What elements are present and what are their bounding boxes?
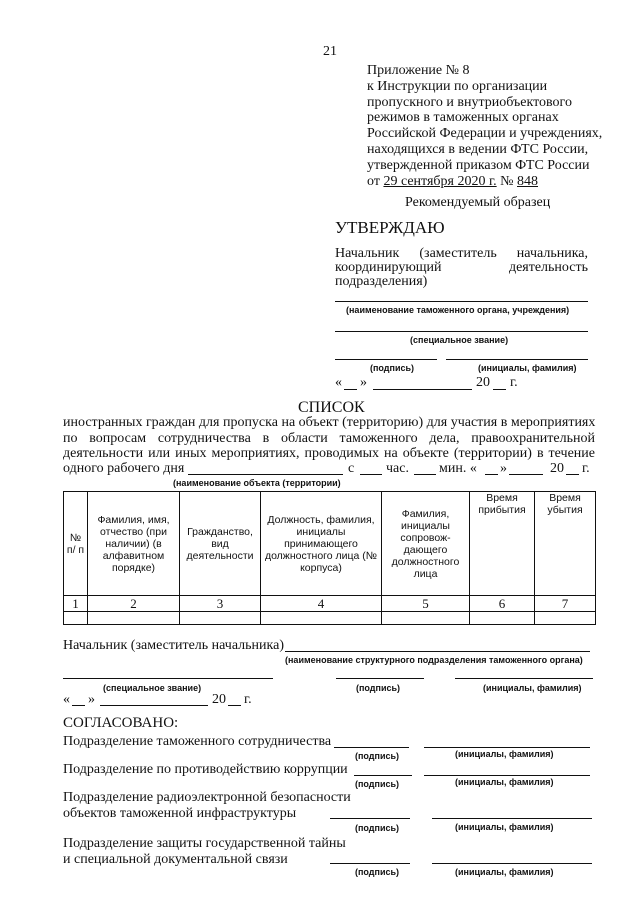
list-line4-from: с [348, 461, 355, 476]
col-number: 2 [88, 596, 180, 612]
visitors-table [63, 491, 596, 625]
approve-day-line[interactable] [344, 389, 357, 390]
col-header-number: № п/ п [64, 492, 88, 596]
agreed-unit-1: Подразделение таможенного сотрудничества [63, 734, 332, 749]
chief-label: Начальник (заместитель начальника) [63, 638, 284, 653]
list-line4-close: » [500, 461, 507, 476]
list-month-line[interactable] [509, 474, 543, 475]
org-name-line[interactable] [335, 301, 588, 302]
unit-3-signature-label: (подпись) [355, 823, 400, 833]
unit-1-signature-label: (подпись) [355, 751, 400, 761]
table-cell[interactable] [382, 612, 470, 625]
appendix-date-line [367, 174, 602, 190]
appendix-line: пропускного и внутриобъектового [367, 94, 572, 110]
list-description [63, 415, 595, 462]
object-name-line[interactable] [188, 474, 343, 475]
approve-name-line[interactable] [446, 359, 588, 360]
col-number: 7 [535, 596, 596, 612]
chief-name-line[interactable] [455, 678, 593, 679]
approve-line2-left: координирующий [335, 260, 442, 275]
appendix-block [367, 63, 602, 189]
unit-1-signature-line[interactable] [334, 747, 409, 748]
list-line4-year: 20 [550, 461, 564, 476]
approve-name-label: (инициалы, фамилия) [478, 363, 577, 373]
col-number: 4 [261, 596, 382, 612]
col-header-departure: Время убытия [535, 492, 596, 596]
chief-date-close: » [88, 692, 95, 707]
table-row [64, 612, 596, 625]
date-prefix: от [367, 173, 384, 189]
hour-line[interactable] [360, 474, 382, 475]
col-number: 6 [470, 596, 535, 612]
list-line4-start: одного рабочего дня [63, 461, 185, 476]
recommended-sample: Рекомендуемый образец [405, 195, 551, 210]
chief-month-line[interactable] [100, 705, 208, 706]
chief-dept-line[interactable] [285, 651, 590, 652]
approve-line3: подразделения) [335, 274, 428, 289]
agreed-title: СОГЛАСОВАНО: [63, 715, 179, 731]
chief-dept-label: (наименование структурного подразделения таможенного органа) [285, 655, 583, 665]
list-title: СПИСОК [298, 399, 365, 416]
table-number-row [64, 596, 596, 612]
unit-4-signature-line[interactable] [330, 863, 410, 864]
table-cell[interactable] [64, 612, 88, 625]
table-header-row [64, 492, 596, 596]
list-line4-min: мин. « [439, 461, 477, 476]
approve-year-line[interactable] [493, 389, 506, 390]
order-date: 29 сентября 2020 г. [383, 173, 497, 189]
order-number: 848 [517, 173, 538, 189]
chief-signature-label: (подпись) [356, 683, 401, 693]
rank-line[interactable] [335, 331, 588, 332]
approve-month-line[interactable] [373, 389, 472, 390]
agreed-unit-2: Подразделение по противодействию коррупции [63, 762, 348, 777]
col-number: 5 [382, 596, 470, 612]
object-label: (наименование объекта (территории) [173, 478, 341, 488]
agreed-unit-4-line1: Подразделение защиты государственной тайны [63, 836, 346, 851]
unit-3-name-label: (инициалы, фамилия) [455, 822, 554, 832]
unit-2-signature-line[interactable] [354, 775, 412, 776]
chief-day-line[interactable] [72, 705, 85, 706]
chief-year-line[interactable] [228, 705, 241, 706]
appendix-line: Российской Федерации и учреждениях, [367, 126, 603, 142]
unit-1-name-label: (инициалы, фамилия) [455, 749, 554, 759]
agreed-unit-3-line1: Подразделение радиоэлектронной безопасности [63, 790, 351, 805]
approve-title: УТВЕРЖДАЮ [335, 218, 445, 237]
chief-year: 20 [212, 692, 226, 707]
minute-line[interactable] [414, 474, 436, 475]
chief-signature-line[interactable] [336, 678, 424, 679]
list-line: деятельности или иных мероприятиях, проводимых на объекте (территории) в течение [63, 446, 595, 461]
unit-4-signature-label: (подпись) [355, 867, 400, 877]
col-header-host: Должность, фамилия, инициалы принимающего должностного лица (№ корпуса) [261, 492, 382, 596]
table-cell[interactable] [88, 612, 180, 625]
agreed-unit-3-line2: объектов таможенной инфраструктуры [63, 806, 297, 821]
list-line: по вопросам сотрудничества в области таможенного дела, правоохранительной [63, 430, 595, 446]
chief-rank-label: (специальное звание) [103, 683, 202, 693]
table-cell[interactable] [535, 612, 596, 625]
approve-year: 20 [476, 375, 490, 390]
approve-line2-right: деятельность [508, 260, 588, 275]
list-year-line[interactable] [566, 474, 579, 475]
unit-4-name-line[interactable] [432, 863, 592, 864]
agreed-unit-4-line2: и специальной документальной связи [63, 852, 288, 867]
approve-date-open: « [335, 375, 342, 390]
unit-4-name-label: (инициалы, фамилия) [455, 867, 554, 877]
appendix-line: Приложение № 8 [367, 63, 470, 78]
number-prefix: № [496, 173, 517, 189]
page-number: 21 [323, 44, 337, 59]
appendix-line: утвержденной приказом ФТС России [367, 157, 590, 173]
approve-signature-line[interactable] [335, 359, 437, 360]
chief-date-open: « [63, 692, 70, 707]
col-number: 3 [180, 596, 261, 612]
col-header-fullname: Фамилия, имя, отчество (при наличии) (в алфавитном порядке) [88, 492, 180, 596]
unit-2-signature-label: (подпись) [355, 779, 400, 789]
list-day-line[interactable] [485, 474, 498, 475]
table-cell[interactable] [180, 612, 261, 625]
org-name-label: (наименование таможенного органа, учреждения) [346, 305, 570, 315]
col-header-arrival: Время прибытия [470, 492, 535, 596]
chief-year-suffix: г. [244, 692, 252, 707]
appendix-line: режимов в таможенных органах [367, 110, 559, 126]
approve-line1-text: Начальник (заместитель начальника, [335, 246, 588, 261]
unit-2-name-line[interactable] [424, 775, 590, 776]
chief-name-label: (инициалы, фамилия) [483, 683, 582, 693]
table-cell[interactable] [261, 612, 382, 625]
unit-3-signature-line[interactable] [330, 818, 410, 819]
col-header-citizenship: Гражданство, вид деятельности [180, 492, 261, 596]
list-line: иностранных граждан для пропуска на объект (территорию) для участия в мероприятиях [63, 415, 596, 430]
appendix-line: к Инструкции по организации [367, 78, 548, 94]
appendix-line: находящихся в ведении ФТС России, [367, 141, 589, 157]
list-line4-hour: час. [386, 461, 409, 476]
unit-1-name-line[interactable] [424, 747, 590, 748]
table-cell[interactable] [470, 612, 535, 625]
list-line4-g: г. [582, 461, 590, 476]
unit-2-name-label: (инициалы, фамилия) [455, 777, 554, 787]
col-header-escort: Фамилия, инициалы сопровож-дающего должностного лица [382, 492, 470, 596]
approve-signature-label: (подпись) [370, 363, 415, 373]
chief-rank-line[interactable] [63, 678, 273, 679]
approve-year-suffix: г. [510, 375, 518, 390]
col-number: 1 [64, 596, 88, 612]
unit-3-name-line[interactable] [432, 818, 592, 819]
approve-date-close: » [360, 375, 367, 390]
rank-label: (специальное звание) [410, 335, 509, 345]
